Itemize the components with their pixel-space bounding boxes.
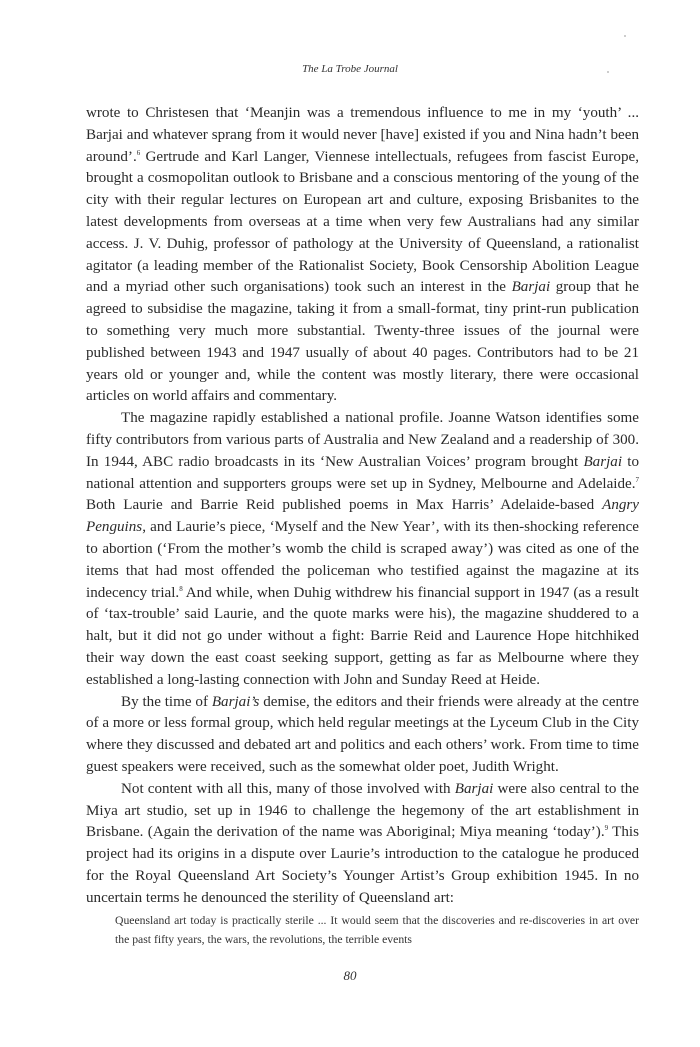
paragraph-3: By the time of Barjai’s demise, the editors and their friends were already at the centre of a more or less formal group, which held regular meetings at the Lyceum Club in the City where they discussed and debated art and politics and each others’ work. From time to time guest speakers were received, such as the somewhat older poet, Judith Wright. (86, 693, 639, 775)
footnote-ref: 7 (635, 475, 639, 484)
page-number: 80 (343, 968, 357, 983)
footnote-ref: 9 (604, 824, 609, 833)
block-quote: Queensland art today is practically sterile ... It would seem that the discoveries and re-discoveries in art over the past fifty years, the wars, the revolutions, the terrible events (115, 914, 639, 947)
footnote-ref: 6 (136, 148, 141, 157)
running-head: The La Trobe Journal (302, 63, 398, 75)
body-text (86, 103, 639, 949)
scan-speck (624, 35, 626, 37)
paragraph-2: The magazine rapidly established a national profile. Joanne Watson identifies some fifty contributors from various parts of Australia and New Zealand and a readership of 300. In 1944, ABC radio broadcasts in its ‘New Australian Voices’ program brought Barjai to national attention and supporters groups were set up in Sydney, Melbourne and Adelaide.$^7$ Both Laurie and Barrie Reid published poems in Max Harris’ Adelaide-based Angry Penguins, and Laurie’s piece, ‘Myself and the New Year’, with its then-shocking reference to abortion (‘From the mother’s womb the child is scraped away’) was cited as one of the items that had most offended the policeman who testified against the magazine at its indecency trial.$^8$ And while, when Duhig withdrew his financial support in 1947 (as a result of ‘tax-trouble’ said Laurie, and the quote marks were his), the magazine shuddered to a halt, but it did not go under without a fight: Barrie Reid and Laurence Hope hitchhiked their way down the east coast seeking support, getting as far as Melbourne where they established a long-lasting connection with John and Sunday Reed at Heide. (86, 410, 639, 688)
paragraph-4: Not content with all this, many of those involved with Barjai were also central to the Miya art studio, set up in 1946 to challenge the hegemony of the art establishment in Brisbane. (Again the derivation of the name was Aboriginal; Miya meaning ‘today’).$^9$ This project had its origins in a dispute over Laurie’s introduction to the catalogue he produced for the Royal Queensland Art Society’s Younger Artist’s Group exhibition 1945. In no uncertain terms he denounced the sterility of Queensland art: (86, 780, 639, 906)
paragraph-1: wrote to Christesen that ‘Meanjin was a tremendous influence to me in my ‘youth’ ... Barjai and whatever sprang from it would never [have] existed if you and Nina hadn’t been around’.$^6$ Gertrude and Karl Langer, Viennese intellectuals, refugees from fascist Europe, brought a cosmopolitan outlook to Brisbane and a conscious mentoring of the young of the city with their regular lectures on European art and culture, exposing Brisbanites to the latest developments from overseas at a time when very few Australians had any similar access. J. V. Duhig, professor of pathology at the University of Queensland, a rationalist agitator (a leading member of the Rationalist Society, Book Censorship Abolition League and a myriad other such organisations) took such an interest in the Barjai group that he agreed to subsidise the magazine, taking it from a small-format, tiny print-run publication to something very much more substantial. Twenty-three issues of the journal were published between 1943 and 1947 usually of about 40 pages. Contributors had to be 21 years old or younger and, while the content was mostly literary, there were occasional articles on world affairs and commentary. (86, 105, 639, 405)
footnote-ref: 8 (179, 584, 183, 593)
